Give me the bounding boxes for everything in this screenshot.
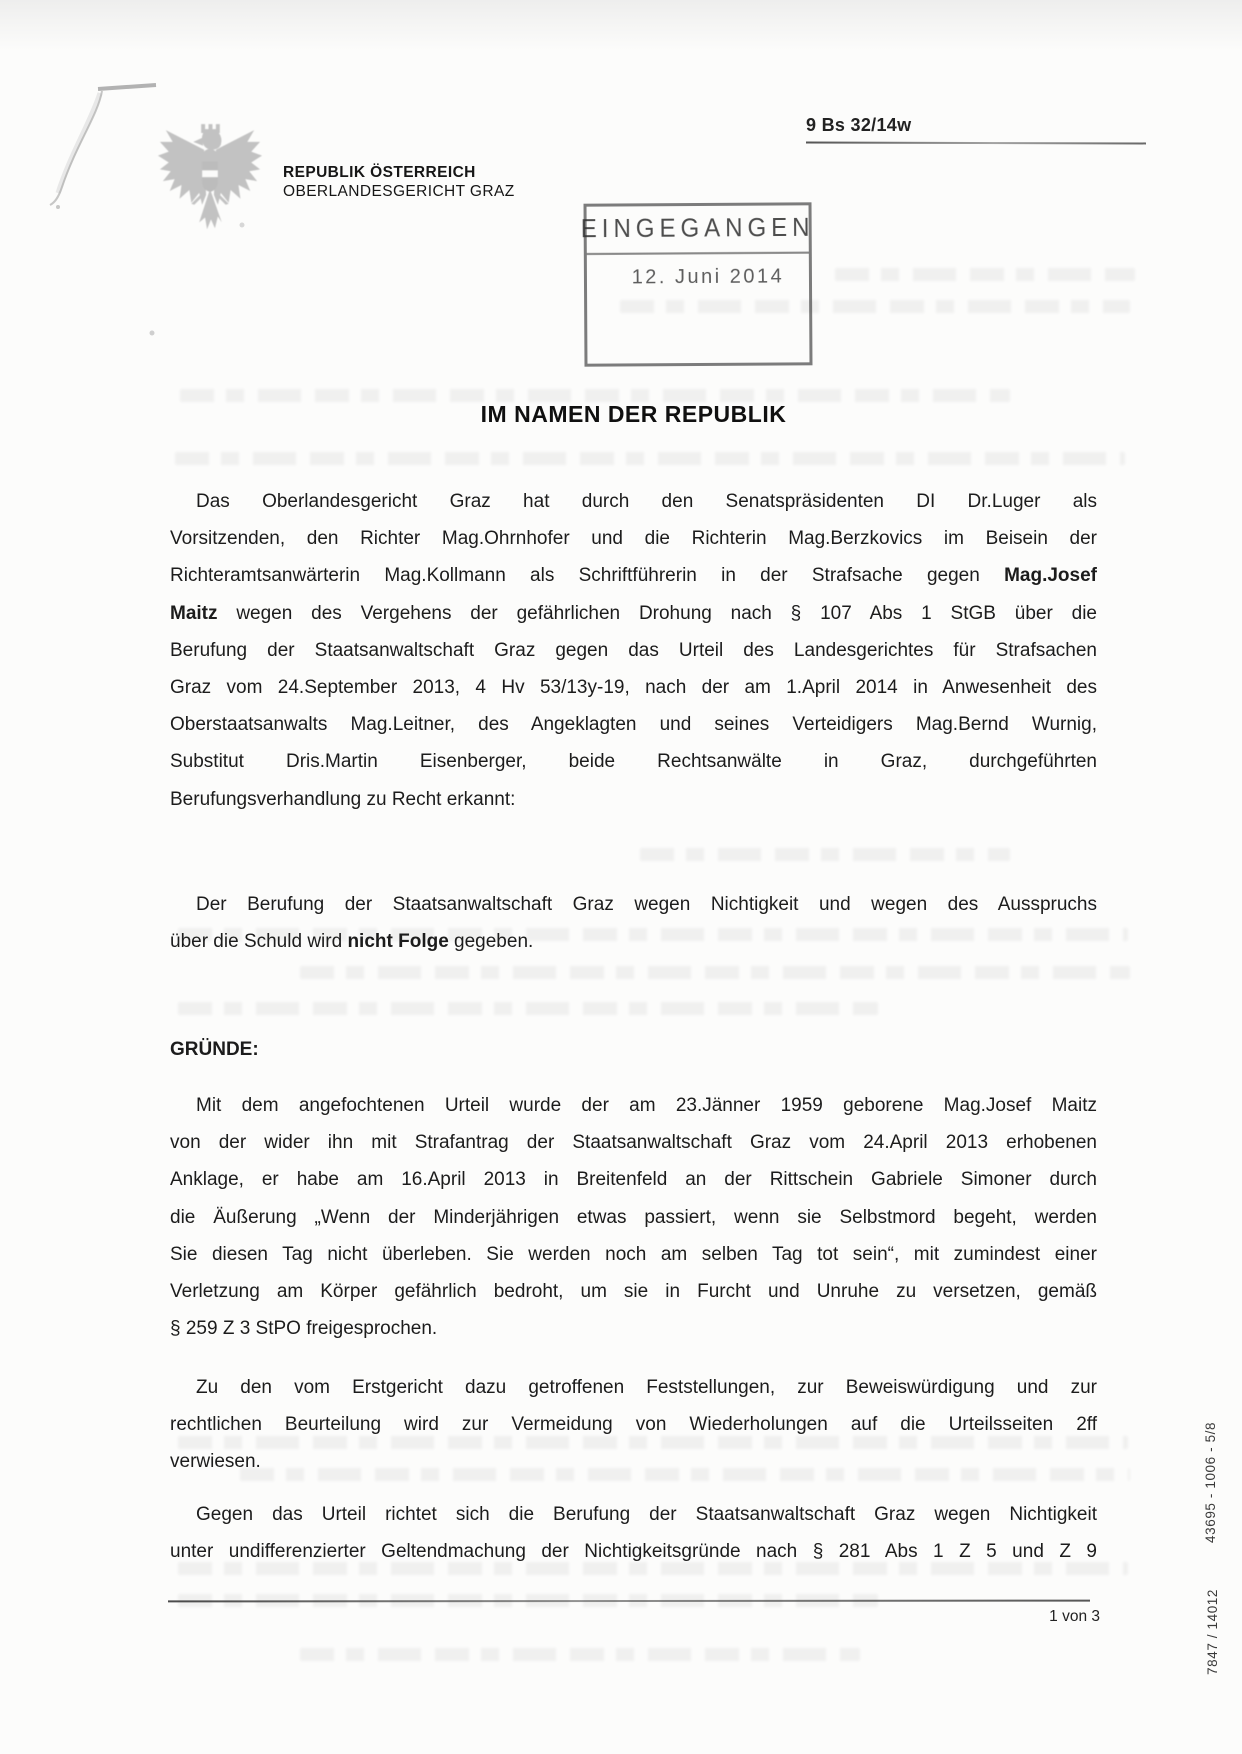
body-line: Maitz wegen des Vergehens der gefährlichen Drohung nach § 107 Abs 1 StGB über die [170, 602, 1097, 624]
body-line: unter undifferenzierter Geltendmachung der Nichtigkeitsgründe nach § 281 Abs 1 Z 5 und Z 9 [170, 1541, 1097, 1563]
bleed-through-artifact [300, 966, 1130, 979]
bleed-through-artifact [640, 848, 1010, 861]
margin-filing-note: 7847 / 14012 [1205, 1588, 1220, 1675]
body-line: Mit dem angefochtenen Urteil wurde der am 23.Jänner 1959 geborene Mag.Josef Maitz [196, 1095, 1097, 1116]
body-line: Sie diesen Tag nicht überleben. Sie werden noch am selben Tag tot sein“, mit zumindest einer [170, 1243, 1097, 1265]
received-stamp [580, 202, 815, 366]
heading-gruende [170, 1031, 1097, 1068]
case-number-underline [806, 142, 1146, 145]
received-stamp-title: EINGEGANGEN [587, 204, 809, 255]
letterhead-court: OBERLANDESGERICHT GRAZ [283, 183, 515, 200]
page-number: 1 von 3 [1049, 1608, 1100, 1625]
body-line: Verletzung am Körper gefährlich bedroht, um sie in Furcht und Unruhe zu versetzen, gemäß [170, 1281, 1097, 1303]
body-line: Substitut Dris.Martin Eisenberger, beide Rechtsanwälte in Graz, durchgeführten [170, 751, 1097, 773]
body-line: Berufung der Staatsanwaltschaft Graz gegen das Urteil des Landesgerichtes für Strafsachen [170, 639, 1097, 661]
body-line: § 259 Z 3 StPO freigesprochen. [170, 1318, 438, 1340]
body-line: Oberstaatsanwalts Mag.Leitner, des Angeklagten und seines Verteidigers Mag.Bernd Wurnig, [170, 714, 1097, 736]
body-line: über die Schuld wird nicht Folge gegeben. [170, 931, 534, 953]
bleed-through-artifact [835, 268, 1135, 281]
paragraph-reference [170, 1369, 1097, 1481]
letterhead-republic: REPUBLIK ÖSTERREICH [283, 164, 476, 181]
body-line: Das Oberlandesgericht Graz hat durch den Senatspräsidenten DI Dr.Luger als [196, 491, 1097, 512]
body-line: Anklage, er habe am 16.April 2013 in Breitenfeld an der Rittschein Gabriele Simoner durch [170, 1169, 1097, 1191]
body-line: von der wider ihn mit Strafantrag der Staatsanwaltschaft Graz vom 24.April 2013 erhobenen [170, 1132, 1097, 1154]
body-line: Vorsitzenden, den Richter Mag.Ohrnhofer und die Richterin Mag.Berzkovics im Beisein der [170, 528, 1097, 550]
margin-filing-note: 43695 - 1006 - 5/8 [1203, 1421, 1218, 1543]
received-stamp-date: 12. Juni 2014 [631, 265, 785, 289]
body-line: Graz vom 24.September 2013, 4 Hv 53/13y-19, nach der am 1.April 2014 in Anwesenheit des [170, 677, 1097, 699]
paragraph-acquittal [170, 1087, 1097, 1347]
letterhead [283, 163, 515, 201]
body-line: die Äußerung „Wenn der Minderjährigen etwas passiert, wenn sie Selbstmord begeht, werden [170, 1206, 1097, 1228]
body-line: Der Berufung der Staatsanwaltschaft Graz wegen Nichtigkeit und wegen des Ausspruchs [196, 894, 1097, 915]
paragraph-appeal [170, 1496, 1097, 1570]
body-line: Richteramtsanwärterin Mag.Kollmann als Schriftführerin in der Strafsache gegen Mag.Josef [170, 565, 1097, 587]
body-line: verwiesen. [170, 1451, 261, 1473]
scan-shadow-band [0, 0, 1242, 58]
case-number: 9 Bs 32/14w [806, 115, 912, 135]
bleed-through-artifact [178, 1002, 878, 1015]
document-title: IM NAMEN DER REPUBLIK [480, 401, 787, 427]
bleed-through-artifact [175, 452, 1125, 465]
paragraph-senate-composition [170, 483, 1097, 818]
paragraph-ruling [170, 886, 1097, 960]
austrian-federal-eagle-icon [156, 112, 264, 264]
footer-rule [168, 1600, 1090, 1603]
body-line: Berufungsverhandlung zu Recht erkannt: [170, 788, 516, 810]
body-line: GRÜNDE: [170, 1039, 259, 1060]
bleed-through-artifact [300, 1648, 860, 1661]
body-line: Gegen das Urteil richtet sich die Berufung der Staatsanwaltschaft Graz wegen Nichtigkeit [196, 1504, 1097, 1525]
body-line: rechtlichen Beurteilung wird zur Vermeidung von Wiederholungen auf die Urteilsseiten 2ff [170, 1414, 1097, 1436]
body-line: Zu den vom Erstgericht dazu getroffenen Feststellungen, zur Beweiswürdigung und zur [196, 1377, 1097, 1398]
